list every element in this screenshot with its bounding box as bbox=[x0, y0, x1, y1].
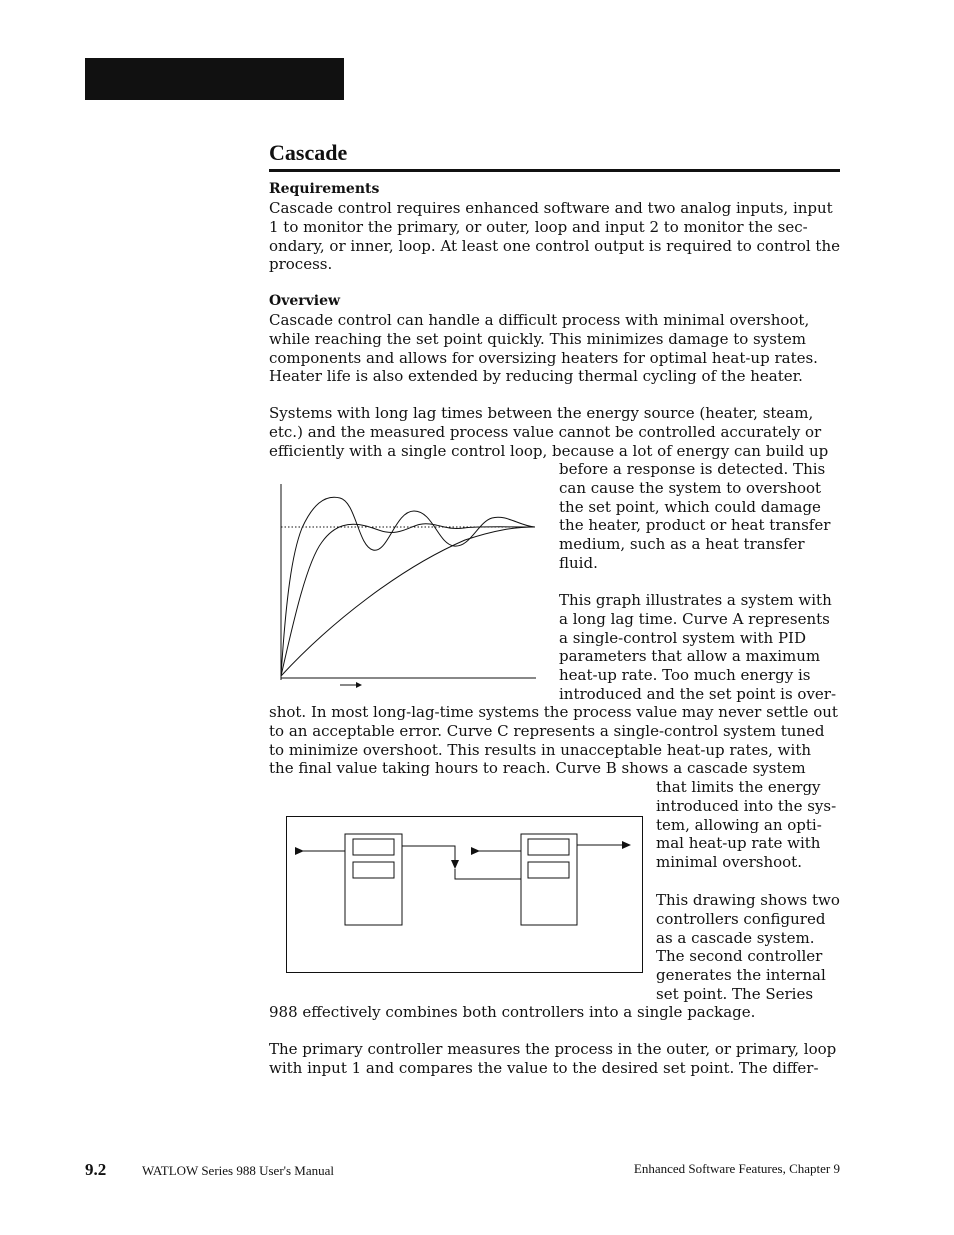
curve-b bbox=[281, 524, 535, 676]
primary-display-lower bbox=[353, 862, 394, 878]
overview-paragraph-2: Systems with long lag times between the energy source (heater, steam, etc.) and the measured process value cannot be controlled accurately or efficiently with a single control loop, because a lot of energy can build up bbox=[269, 404, 829, 460]
secondary-output-arrow bbox=[622, 841, 631, 849]
overview-paragraph-4-cont: 988 effectively combines both controllers into a single package. bbox=[269, 1003, 756, 1021]
input-1-arrow bbox=[295, 847, 304, 855]
curve-c bbox=[281, 527, 535, 676]
overview-paragraph-3-cont: shot. In most long-lag-time systems the process value may never settle out to an acceptable error. Curve C represents a single-control system tuned to minimize overshoot. This results in unacceptable heat-up rates, with the final value taking hours to reach. Curve B shows a cascade system bbox=[269, 703, 838, 778]
footer-chapter: Enhanced Software Features, Chapter 9 bbox=[633, 1161, 840, 1176]
cascade-diagram bbox=[285, 815, 645, 975]
overview-paragraph-3-side-2: that limits the energy introduced into the sys-tem, allowing an opti-mal heat-up rate with minimal overshoot. bbox=[656, 778, 837, 872]
diagram-frame bbox=[287, 817, 643, 973]
time-arrow-head bbox=[356, 682, 362, 688]
title-rule bbox=[269, 169, 840, 172]
overview-paragraph-4-side: This drawing shows two controllers configured as a cascade system. The second controller generates the internal set point. The Series bbox=[656, 891, 840, 1003]
loop-return-line bbox=[455, 869, 521, 879]
curve-a bbox=[281, 497, 535, 676]
lag-time-graph bbox=[270, 478, 545, 693]
section-title: Cascade bbox=[269, 140, 348, 165]
overview-heading: Overview bbox=[269, 293, 341, 309]
secondary-display-lower bbox=[528, 862, 569, 878]
primary-output-arrow bbox=[451, 860, 459, 869]
requirements-heading: Requirements bbox=[269, 181, 380, 197]
overview-paragraph-1: Cascade control can handle a difficult process with minimal overshoot, while reaching the set point quickly. This minimizes damage to system components and allows for oversizing heaters for optimal heat-up rates. Heater life is also extended by reducing thermal cycling of the heater. bbox=[269, 311, 818, 386]
overview-paragraph-5: The primary controller measures the process in the outer, or primary, loop with input 1 and compares the value to the desired set point. The differ- bbox=[269, 1040, 837, 1077]
overview-paragraph-3-side: This graph illustrates a system with a long lag time. Curve A represents a single-control system with PID parameters that allow a maximum heat-up rate. Too much energy is introduced and the set point is over- bbox=[559, 591, 837, 703]
primary-controller bbox=[345, 834, 402, 925]
overview-paragraph-2-side: before a response is detected. This can cause the system to overshoot the set point, which could damage the heater, product or heat transfer medium, such as a heat transfer fluid. bbox=[559, 460, 831, 572]
footer-manual-title: WATLOW Series 988 User's Manual bbox=[142, 1163, 335, 1178]
requirements-text: Cascade control requires enhanced software and two analog inputs, input 1 to monitor the primary, or outer, loop and input 2 to monitor the sec-ondary, or inner, loop. At least one control output is required to control the process. bbox=[269, 199, 840, 274]
primary-display-upper bbox=[353, 839, 394, 855]
input-2-arrow bbox=[471, 847, 480, 855]
header-bar bbox=[85, 58, 344, 100]
footer-page-number: 9.2 bbox=[85, 1160, 107, 1179]
secondary-display-upper bbox=[528, 839, 569, 855]
primary-output-line bbox=[402, 846, 455, 860]
